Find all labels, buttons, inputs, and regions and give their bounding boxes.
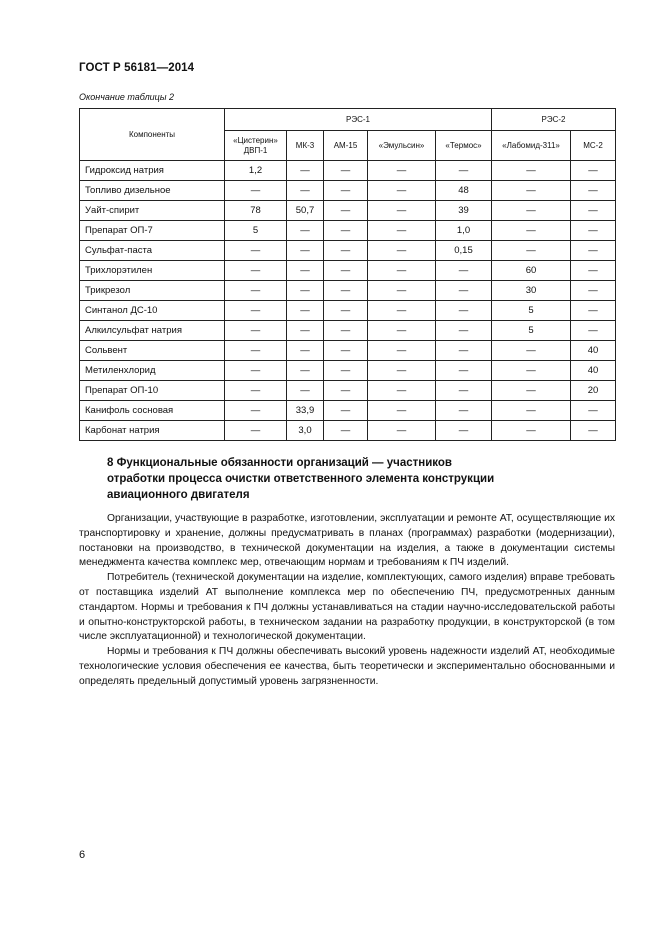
component-name-cell: Карбонат натрия xyxy=(80,421,225,441)
value-cell: — xyxy=(436,341,492,361)
value-cell: — xyxy=(571,401,616,421)
component-name-cell: Трикрезол xyxy=(80,281,225,301)
column-header: МС-2 xyxy=(571,131,616,161)
paragraph: Организации, участвующие в разработке, изготовлении, эксплуатации и ремонте АТ, осуществляющие их транспортировку и хранение, должны предусматривать в планах (программах) разработки (модернизации), постановки на производство, в технической документации на изделия, а также в документации системы менеджмента качества комплекс мер, отвечающим нормам и требованиям к ПЧ изделий. xyxy=(79,513,615,569)
component-name-cell: Препарат ОП-7 xyxy=(80,221,225,241)
value-cell: 39 xyxy=(436,201,492,221)
value-cell: — xyxy=(287,361,324,381)
value-cell: — xyxy=(571,221,616,241)
table-row xyxy=(80,261,616,281)
value-cell: — xyxy=(492,201,571,221)
group-header-res1: РЭС-1 xyxy=(225,109,492,131)
value-cell: — xyxy=(492,181,571,201)
section-body xyxy=(79,512,615,690)
column-header: «Эмульсин» xyxy=(368,131,436,161)
value-cell: — xyxy=(368,381,436,401)
value-cell: 5 xyxy=(492,301,571,321)
value-cell: — xyxy=(571,201,616,221)
value-cell: — xyxy=(287,301,324,321)
column-header: АМ-15 xyxy=(324,131,368,161)
value-cell: 48 xyxy=(436,181,492,201)
table-row xyxy=(80,241,616,261)
value-cell: — xyxy=(287,321,324,341)
value-cell: — xyxy=(225,361,287,381)
component-name-cell: Уайт-спирит xyxy=(80,201,225,221)
table-row xyxy=(80,301,616,321)
value-cell: — xyxy=(492,401,571,421)
value-cell: — xyxy=(287,381,324,401)
table-row xyxy=(80,401,616,421)
value-cell: — xyxy=(368,341,436,361)
table-row xyxy=(80,381,616,401)
value-cell: 30 xyxy=(492,281,571,301)
value-cell: — xyxy=(368,161,436,181)
table-row xyxy=(80,201,616,221)
value-cell: — xyxy=(225,401,287,421)
value-cell: — xyxy=(492,221,571,241)
value-cell: 0,15 xyxy=(436,241,492,261)
component-name-cell: Сульфат-паста xyxy=(80,241,225,261)
value-cell: — xyxy=(324,321,368,341)
value-cell: — xyxy=(225,261,287,281)
value-cell: — xyxy=(287,281,324,301)
value-cell: — xyxy=(571,241,616,261)
value-cell: — xyxy=(287,221,324,241)
value-cell: 3,0 xyxy=(287,421,324,441)
value-cell: — xyxy=(492,161,571,181)
value-cell: — xyxy=(368,421,436,441)
section-title-line: отработки процесса очистки ответственного элемента конструкции xyxy=(107,473,495,485)
value-cell: — xyxy=(225,381,287,401)
value-cell: — xyxy=(571,161,616,181)
value-cell: — xyxy=(324,341,368,361)
value-cell: — xyxy=(287,161,324,181)
table-row xyxy=(80,161,616,181)
value-cell: — xyxy=(492,361,571,381)
value-cell: — xyxy=(225,241,287,261)
value-cell: — xyxy=(436,161,492,181)
value-cell: — xyxy=(368,401,436,421)
value-cell: 1,0 xyxy=(436,221,492,241)
value-cell: — xyxy=(436,381,492,401)
table-row xyxy=(80,421,616,441)
table-row xyxy=(80,181,616,201)
value-cell: — xyxy=(287,261,324,281)
table-caption: Окончание таблицы 2 xyxy=(79,92,174,102)
value-cell: — xyxy=(225,181,287,201)
column-header: «Цистерин» ДВП-1 xyxy=(225,131,287,161)
value-cell: — xyxy=(225,321,287,341)
value-cell: 40 xyxy=(571,341,616,361)
component-name-cell: Метиленхлорид xyxy=(80,361,225,381)
component-name-cell: Топливо дизельное xyxy=(80,181,225,201)
value-cell: — xyxy=(287,341,324,361)
column-header: «Лабомид-311» xyxy=(492,131,571,161)
table-row xyxy=(80,361,616,381)
value-cell: — xyxy=(436,361,492,381)
table-row xyxy=(80,341,616,361)
component-name-cell: Гидроксид натрия xyxy=(80,161,225,181)
value-cell: — xyxy=(287,181,324,201)
paragraph: Потребитель (технической документации на изделие, комплектующих, самого изделия) вправе требовать от поставщика изделий АТ выполнение комплекса мер по обеспечению ПЧ, предусмотренных данным стандартом. Нормы и требования к ПЧ должны устанавливаться на стадии научно-исследовательской работы и опытно-конструкторской работы, в техническом задании на разработку продукции, в конструкторской (в том числе эксплуатационной) и технологической документации. xyxy=(79,572,616,643)
paragraph: Нормы и требования к ПЧ должны обеспечивать высокий уровень надежности изделий АТ, необходимые технологические условия обеспечения ее качества, быть теоретически и экспериментально обоснованными и определять предельный допустимый уровень загрязненности. xyxy=(79,646,615,687)
value-cell: — xyxy=(571,181,616,201)
value-cell: — xyxy=(571,261,616,281)
value-cell: — xyxy=(324,161,368,181)
value-cell: — xyxy=(436,421,492,441)
value-cell: 50,7 xyxy=(287,201,324,221)
value-cell: — xyxy=(287,241,324,261)
value-cell: 20 xyxy=(571,381,616,401)
value-cell: — xyxy=(324,281,368,301)
table-body xyxy=(80,161,616,441)
value-cell: — xyxy=(436,281,492,301)
value-cell: — xyxy=(492,241,571,261)
value-cell: — xyxy=(571,421,616,441)
value-cell: — xyxy=(368,201,436,221)
component-name-cell: Канифоль сосновая xyxy=(80,401,225,421)
value-cell: — xyxy=(368,281,436,301)
value-cell: 40 xyxy=(571,361,616,381)
value-cell: — xyxy=(436,301,492,321)
components-table xyxy=(79,108,616,441)
value-cell: — xyxy=(324,381,368,401)
value-cell: — xyxy=(225,301,287,321)
component-name-cell: Алкилсульфат натрия xyxy=(80,321,225,341)
value-cell: 60 xyxy=(492,261,571,281)
table-row xyxy=(80,281,616,301)
component-name-cell: Препарат ОП-10 xyxy=(80,381,225,401)
value-cell: — xyxy=(225,421,287,441)
value-cell: — xyxy=(324,201,368,221)
component-name-cell: Синтанол ДС-10 xyxy=(80,301,225,321)
value-cell: — xyxy=(324,421,368,441)
value-cell: 33,9 xyxy=(287,401,324,421)
section-title-line: авиационного двигателя xyxy=(107,489,250,501)
value-cell: — xyxy=(368,301,436,321)
component-name-cell: Трихлорэтилен xyxy=(80,261,225,281)
value-cell: — xyxy=(368,241,436,261)
value-cell: — xyxy=(492,421,571,441)
value-cell: — xyxy=(324,241,368,261)
value-cell: — xyxy=(436,261,492,281)
table-row xyxy=(80,321,616,341)
components-header: Компоненты xyxy=(80,109,225,161)
value-cell: — xyxy=(368,261,436,281)
page-number: 6 xyxy=(79,849,86,861)
value-cell: — xyxy=(324,181,368,201)
value-cell: — xyxy=(436,401,492,421)
document-header: ГОСТ Р 56181—2014 xyxy=(79,62,195,74)
value-cell: — xyxy=(492,381,571,401)
value-cell: — xyxy=(368,321,436,341)
value-cell: 5 xyxy=(225,221,287,241)
value-cell: 78 xyxy=(225,201,287,221)
component-name-cell: Сольвент xyxy=(80,341,225,361)
value-cell: — xyxy=(571,281,616,301)
value-cell: — xyxy=(324,401,368,421)
value-cell: — xyxy=(225,281,287,301)
value-cell: — xyxy=(324,221,368,241)
value-cell: — xyxy=(492,341,571,361)
value-cell: — xyxy=(368,361,436,381)
value-cell: — xyxy=(324,261,368,281)
group-header-res2: РЭС-2 xyxy=(492,109,616,131)
value-cell: — xyxy=(368,181,436,201)
value-cell: — xyxy=(571,301,616,321)
value-cell: — xyxy=(436,321,492,341)
table-row xyxy=(80,221,616,241)
value-cell: — xyxy=(225,341,287,361)
section-title xyxy=(107,455,577,503)
value-cell: 1,2 xyxy=(225,161,287,181)
value-cell: — xyxy=(571,321,616,341)
value-cell: — xyxy=(324,361,368,381)
column-header: МК-3 xyxy=(287,131,324,161)
value-cell: 5 xyxy=(492,321,571,341)
value-cell: — xyxy=(368,221,436,241)
column-header: «Термос» xyxy=(436,131,492,161)
value-cell: — xyxy=(324,301,368,321)
section-title-line: 8 Функциональные обязанности организаций — участников xyxy=(107,457,452,469)
